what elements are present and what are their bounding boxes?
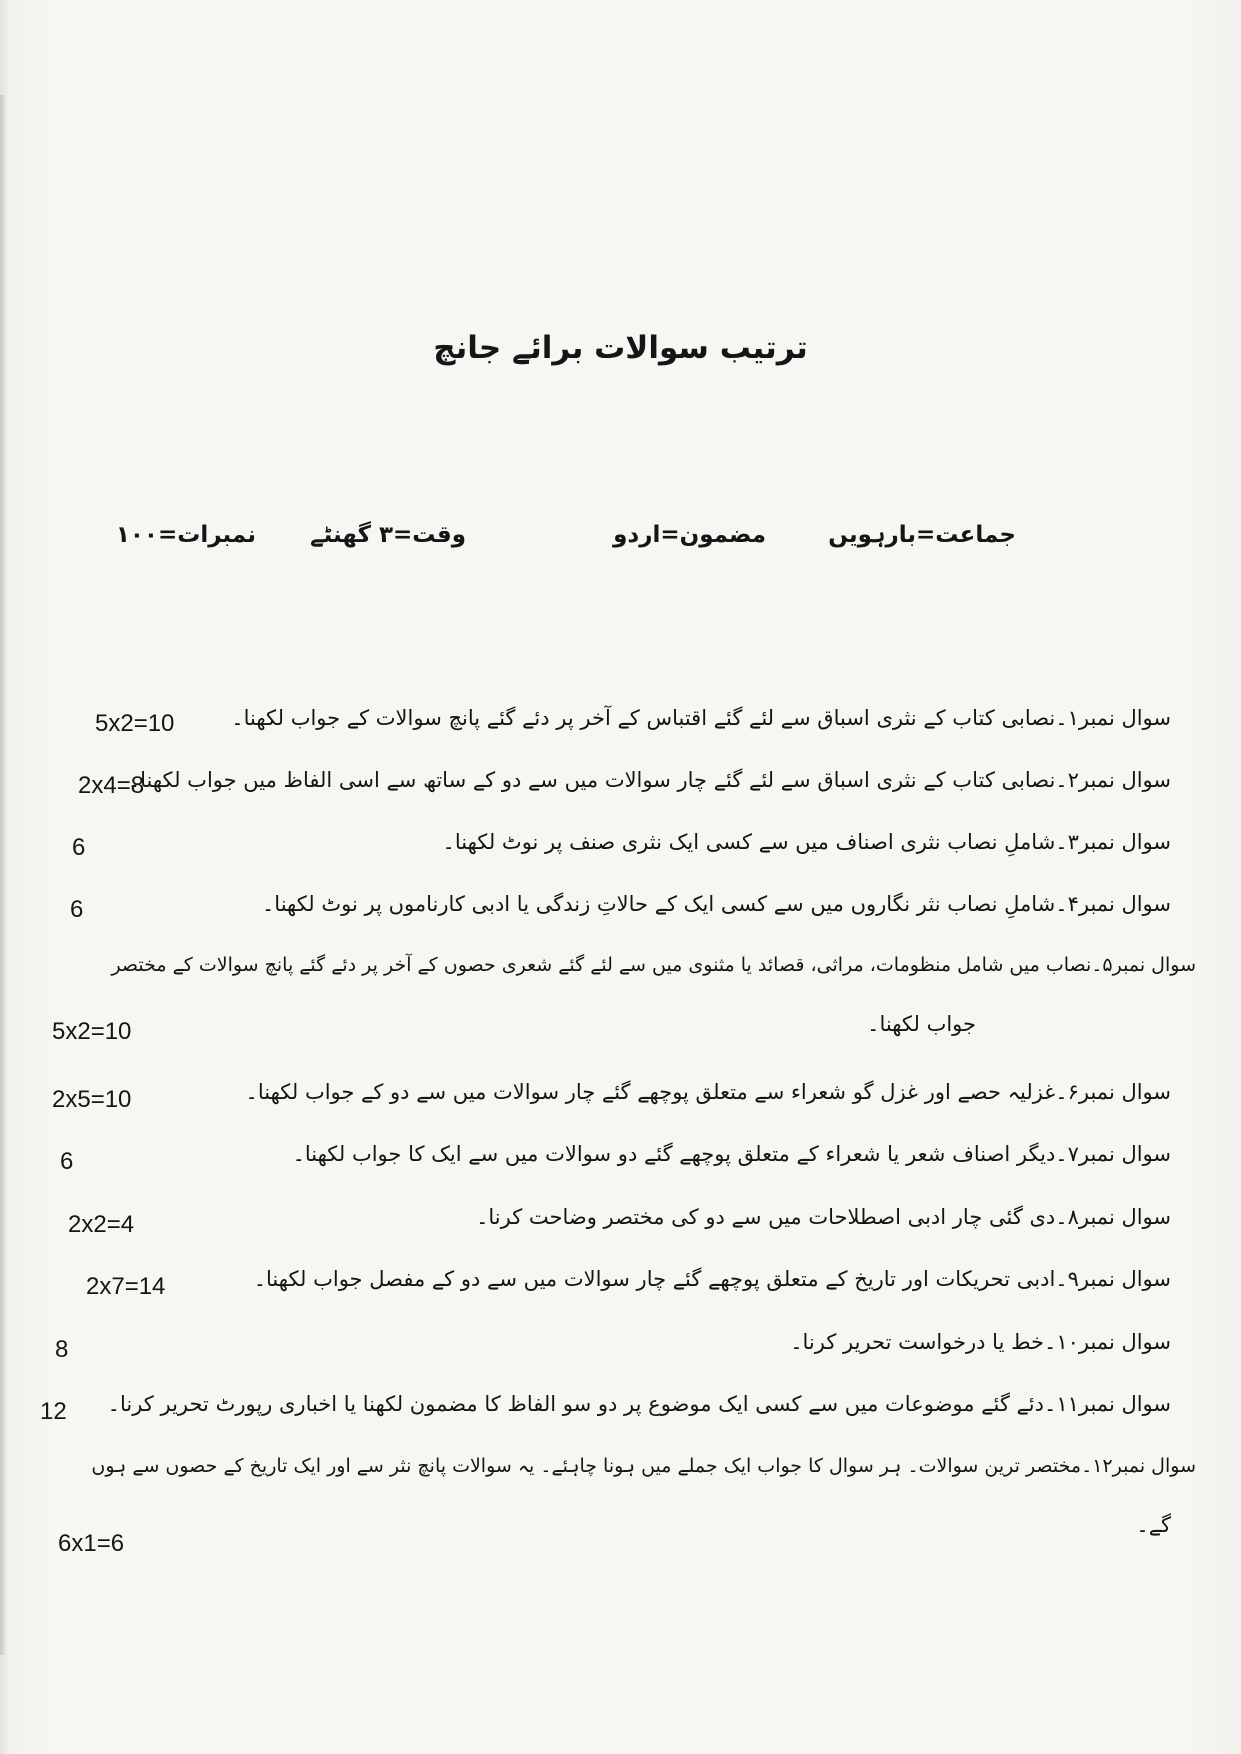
subject-label: مضمون=اردو [613,522,766,548]
question-11-text: سوال نمبر۱۱۔دئے گئے موضوعات میں سے کسی ایک موضوع پر دو سو الفاظ کا مضمون لکھنا یا اخباری رپورٹ تحریر کرنا۔ [107,1392,1171,1416]
question-7-text: سوال نمبر۷۔دیگر اصناف شعر یا شعراء کے متعلق پوچھے گئے دو سوالات میں سے ایک کا جواب لکھنا۔ [292,1142,1171,1166]
question-5-marks: 5x2=10 [52,1018,132,1045]
question-5-text-cont: جواب لکھنا۔ [867,1012,976,1036]
question-10-marks: 8 [55,1336,69,1363]
question-12-marks: 6x1=6 [58,1530,125,1557]
question-1-marks: 5x2=10 [95,710,175,737]
question-10-text: سوال نمبر۱۰۔خط یا درخواست تحریر کرنا۔ [790,1330,1171,1354]
question-8-text: سوال نمبر۸۔دی گئی چار ادبی اصطلاحات میں سے دو کی مختصر وضاحت کرنا۔ [476,1205,1171,1229]
question-8-marks: 2x2=4 [68,1211,135,1238]
question-12-text-cont: گے۔ [1136,1513,1171,1537]
question-5-text: سوال نمبر۵۔نصاب میں شامل منظومات، مراثی، قصائد یا مثنوی میں سے لئے گئے شعری حصوں کے آخر پر دئے گئے پانچ سوالات کے مختصر [111,954,1196,976]
question-2-text: سوال نمبر۲۔نصابی کتاب کے نثری اسباق سے لئے گئے چار سوالات میں سے دو کے ساتھ سے اسی الفاظ میں جواب لکھنا۔ [127,768,1171,792]
question-6-marks: 2x5=10 [52,1086,132,1113]
question-9-text: سوال نمبر۹۔ادبی تحریکات اور تاریخ کے متعلق پوچھے گئے چار سوالات میں سے دو کے مفصل جواب لکھنا۔ [253,1267,1171,1291]
total-marks-label: نمبرات=۱۰۰ [115,522,256,548]
question-9-marks: 2x7=14 [86,1273,166,1300]
question-6-text: سوال نمبر۶۔غزلیہ حصے اور غزل گو شعراء سے متعلق پوچھے گئے چار سوالات میں سے دو کے جواب لکھنا۔ [245,1080,1171,1104]
time-label: وقت=۳ گھنٹے [310,522,466,548]
question-12-text: سوال نمبر۱۲۔مختصر ترین سوالات۔ ہر سوال کا جواب ایک جملے میں ہونا چاہئے۔ یہ سوالات پانچ نثر سے اور ایک تاریخ کے حصوں سے ہوں [91,1455,1196,1477]
class-label: جماعت=بارہویں [828,522,1016,548]
question-3-text: سوال نمبر۳۔شاملِ نصاب نثری اصناف میں سے کسی ایک نثری صنف پر نوٹ لکھنا۔ [442,830,1171,854]
question-4-text: سوال نمبر۴۔شاملِ نصاب نثر نگاروں میں سے کسی ایک کے حالاتِ زندگی یا ادبی کارناموں پر نوٹ لکھنا۔ [261,892,1171,916]
question-11-marks: 12 [40,1398,67,1425]
question-7-marks: 6 [60,1148,74,1175]
page-edge-shadow [0,95,6,1655]
question-2-marks: 2x4=8 [78,772,145,799]
question-3-marks: 6 [72,834,86,861]
question-1-text: سوال نمبر۱۔نصابی کتاب کے نثری اسباق سے لئے گئے اقتباس کے آخر پر دئے گئے پانچ سوالات کے جواب لکھنا۔ [231,706,1171,730]
question-4-marks: 6 [70,896,84,923]
page-title: ترتیب سوالات برائے جانچ [433,330,808,366]
